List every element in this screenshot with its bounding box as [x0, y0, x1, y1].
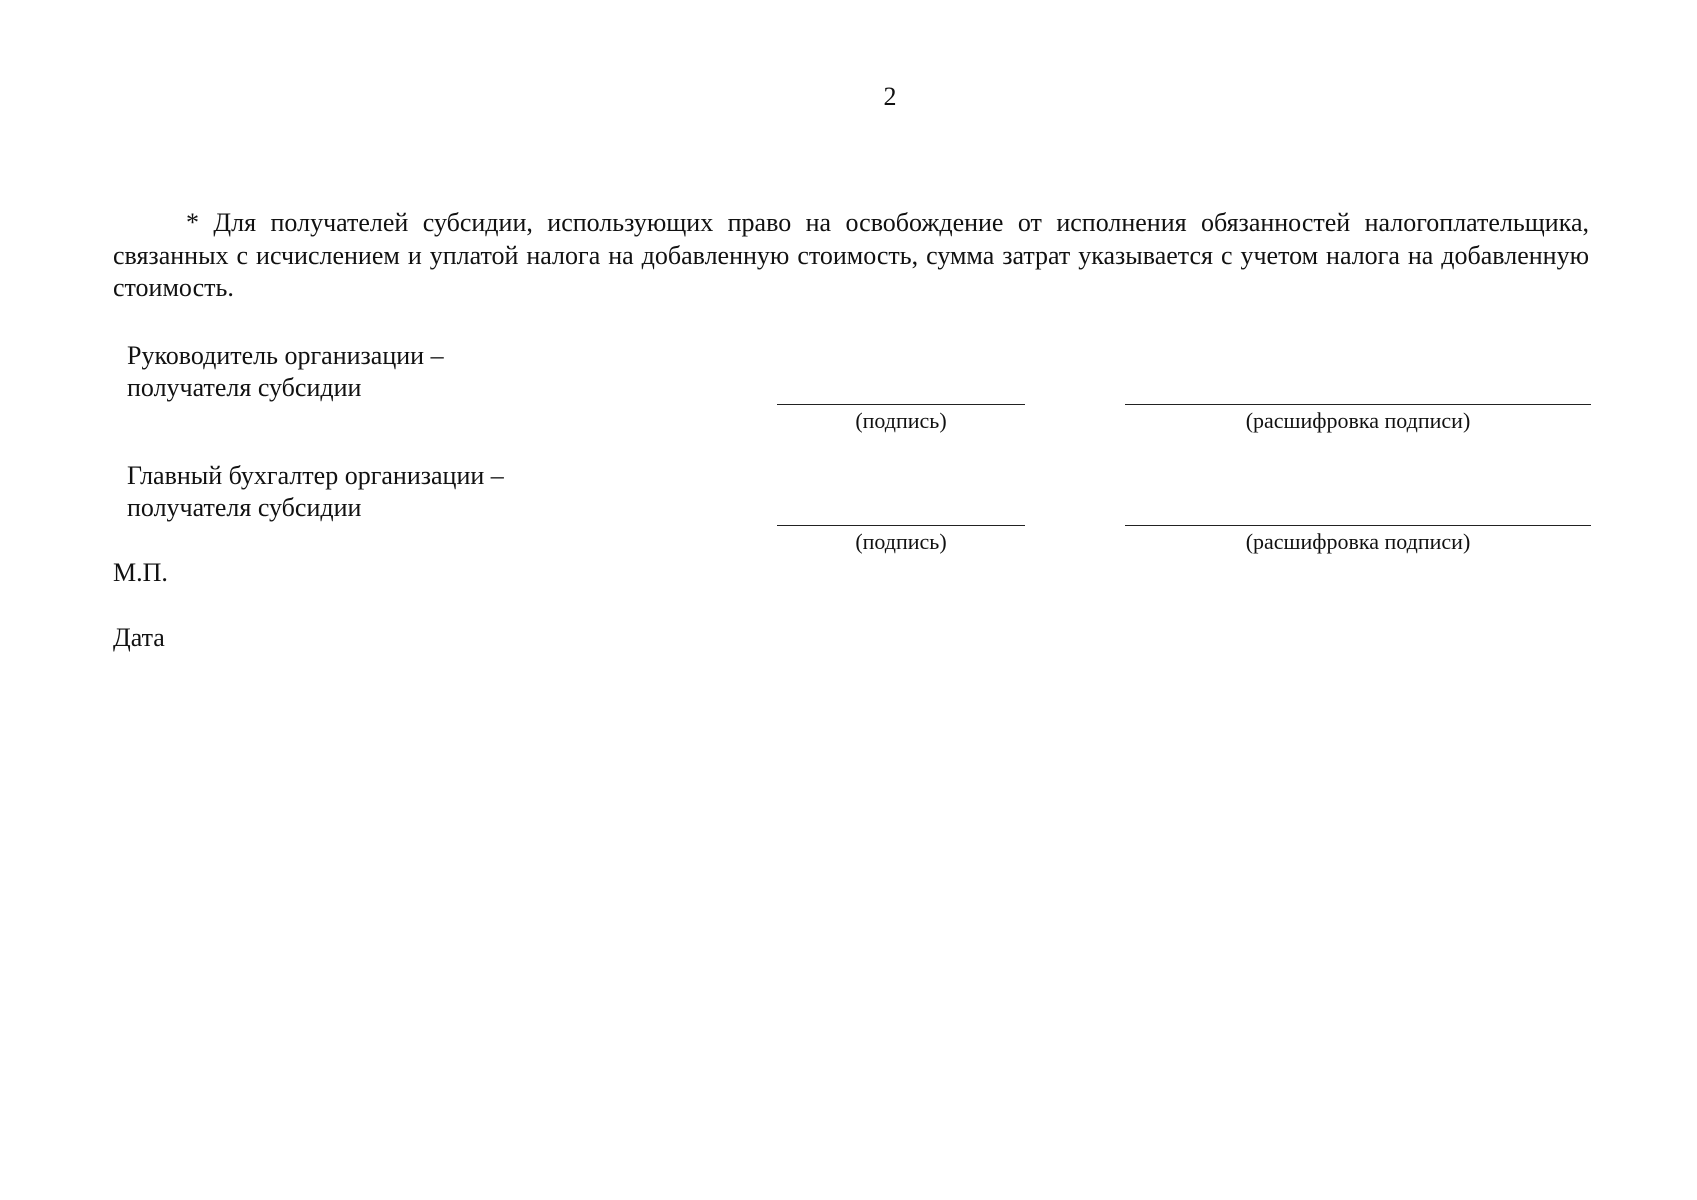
- head-signature-line: [777, 404, 1025, 405]
- accountant-role-label: [127, 460, 504, 524]
- accountant-decryption-caption: (расшифровка подписи): [1245, 529, 1471, 554]
- head-role-line-2: получателя субсидии: [127, 373, 362, 402]
- head-role-label: [127, 340, 444, 404]
- vat-footnote: * Для получателей субсидии, использующих право на освобождение от исполнения обязанностей налогоплательщика, связанных с исчислением и уплатой налога на добавленную стоимость, сумма затрат указывается с учетом налога на добавленную стоимость.: [113, 208, 1589, 302]
- head-decryption-caption: (расшифровка подписи): [1245, 408, 1471, 433]
- head-signature-caption: (подпись): [855, 408, 947, 433]
- page-number: 2: [883, 82, 897, 111]
- accountant-role-line-1: Главный бухгалтер организации –: [127, 461, 504, 490]
- head-decryption-line: [1125, 404, 1591, 405]
- head-role-line-1: Руководитель организации –: [127, 341, 444, 370]
- accountant-signature-caption: (подпись): [855, 529, 947, 554]
- accountant-role-line-2: получателя субсидии: [127, 493, 362, 522]
- accountant-signature-line: [777, 525, 1025, 526]
- stamp-label: М.П.: [113, 558, 168, 587]
- accountant-decryption-line: [1125, 525, 1591, 526]
- date-label: Дата: [113, 623, 165, 652]
